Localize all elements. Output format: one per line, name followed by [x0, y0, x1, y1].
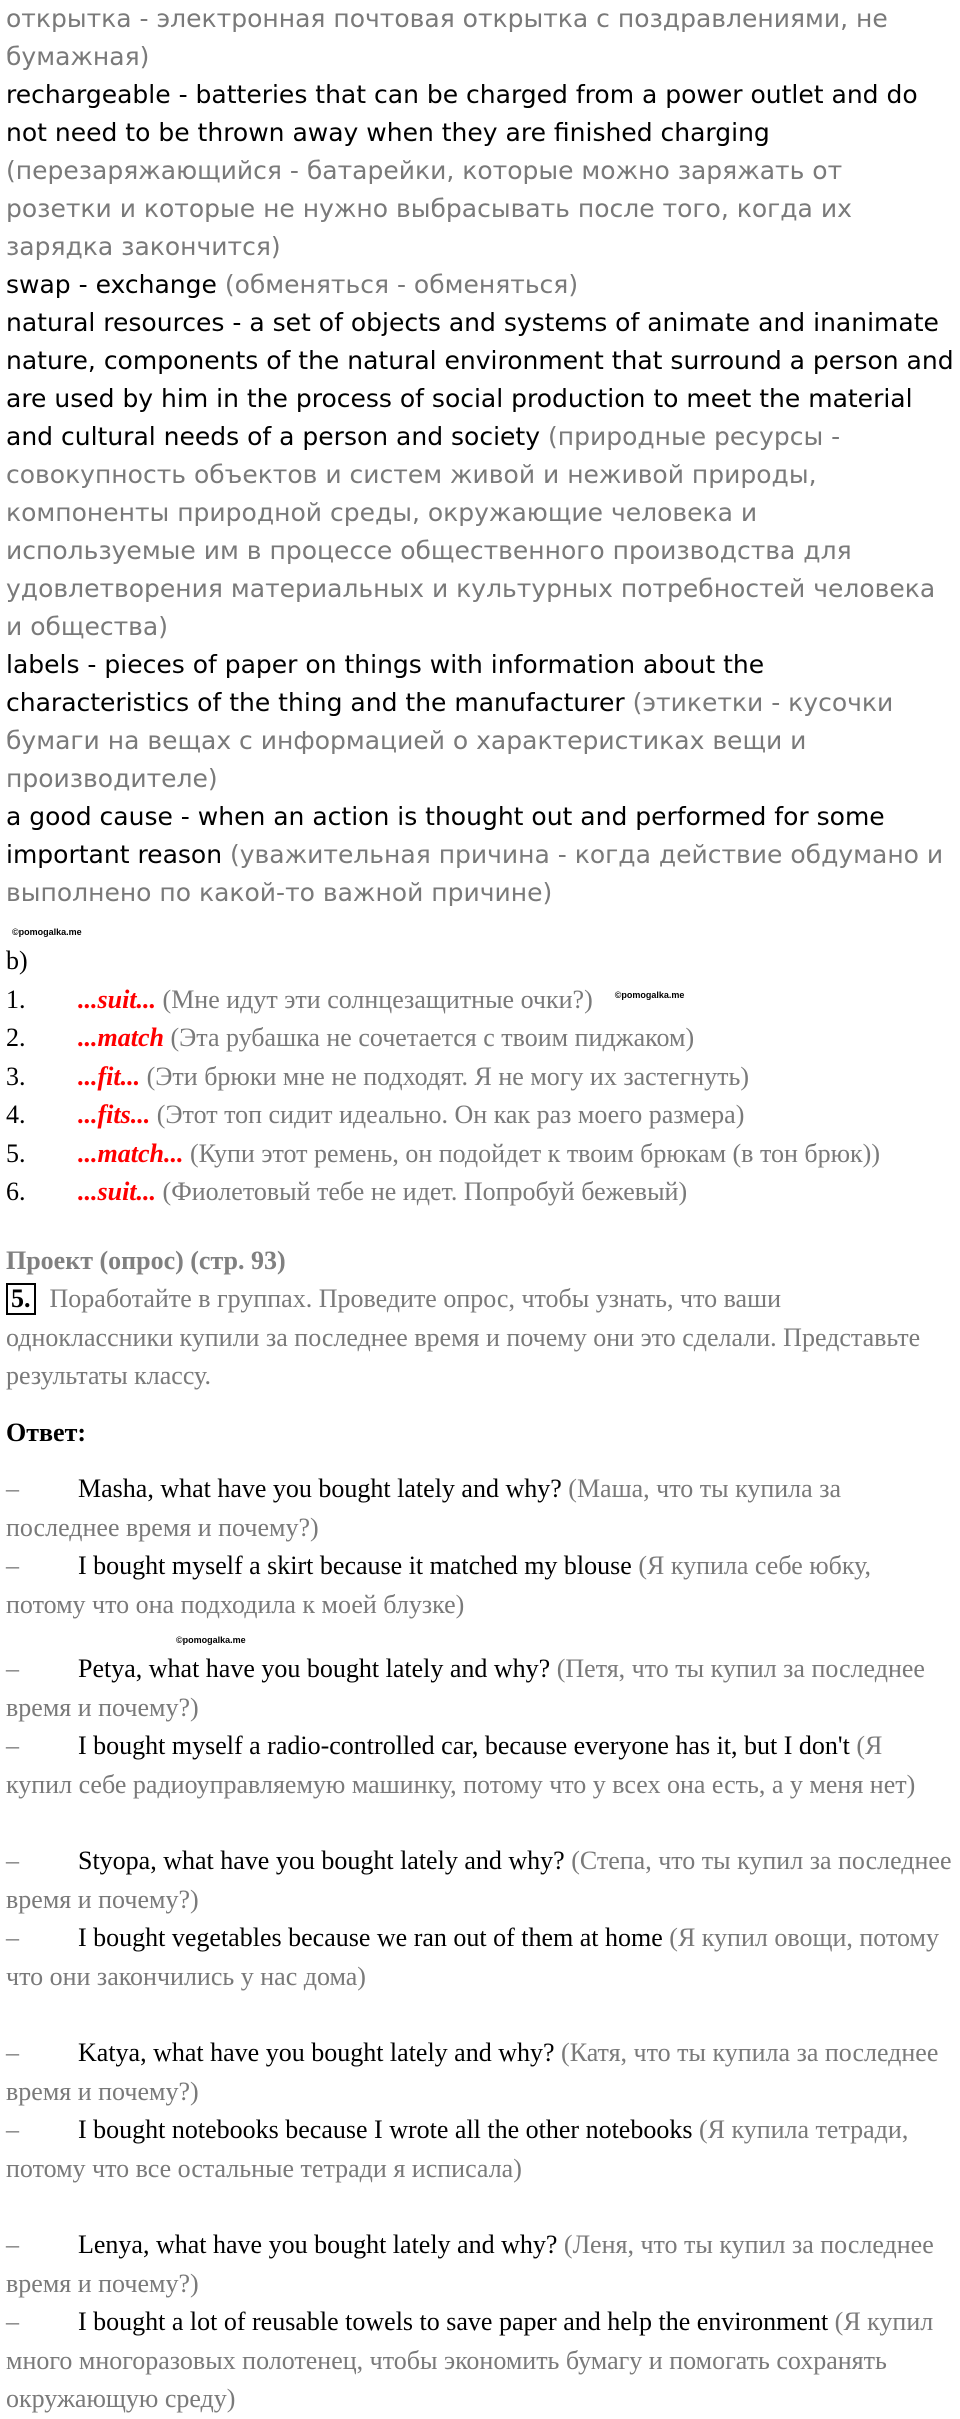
dialogue-block: [6, 2226, 954, 2419]
definition-term: rechargeable - batteries that can be charged from a power outlet and do not need to be thrown away when they are finished charging: [6, 80, 918, 147]
definition-item: [6, 266, 954, 304]
definition-translation: (этикетки - кусочки бумаги на вещах с информацией о характеристиках вещи и производителе): [6, 688, 894, 793]
vocabulary-definitions: [6, 0, 954, 912]
definition-term: labels - pieces of paper on things with information about the characteristics of the thing and the manufacturer: [6, 650, 765, 717]
definition-term: a good cause - when an action is thought out and performed for some important reason: [6, 802, 885, 869]
definition-item: [6, 76, 954, 266]
dash-marker: –: [6, 1846, 19, 1875]
dialogue-answer: I bought myself a skirt because it matched my blouse: [78, 1551, 632, 1580]
dialogue-answer: I bought myself a radio-controlled car, because everyone has it, but I don't: [78, 1731, 850, 1760]
project-section: [6, 1242, 954, 1453]
dialogue-question: Masha, what have you bought lately and why?: [78, 1474, 562, 1503]
dialogue-translation: (Я купил много многоразовых полотенец, чтобы экономить бумагу и помогать сохранять окружающую среду): [6, 2307, 934, 2413]
answer-word: ...suit...: [78, 984, 157, 1014]
dialogue-translation: (Я купила тетради, потому что все остальные тетради я исписала): [6, 2115, 909, 2183]
dialogue-question: Lenya, what have you bought lately and why?: [78, 2230, 558, 2259]
section-b: [6, 942, 954, 1212]
dialogue-line: [6, 1547, 954, 1624]
answer-word: ...suit...: [78, 1177, 157, 1206]
project-heading: Проект (опрос) (стр. 93): [6, 1245, 286, 1275]
dash-marker: –: [6, 1654, 19, 1683]
answer-word: ...fits...: [78, 1100, 151, 1129]
dialogue-block: [6, 1842, 954, 1996]
answer-translation: (Фиолетовый тебе не идет. Попробуй бежевый): [156, 1177, 688, 1206]
definition-term: swap - exchange: [6, 270, 217, 299]
dialogue-line: [6, 1650, 954, 1727]
definition-translation: (природные ресурсы - совокупность объектов и систем живой и неживой природы, компоненты природной среды, окружающие человека и используемые им в процессе общественного производства для удовлетворения материальных и культурных потребностей человека и общества): [6, 422, 936, 641]
task-text-paragraph: [6, 1280, 954, 1396]
dialogue-question: Katya, what have you bought lately and why?: [78, 2038, 555, 2067]
answer-label: Ответ:: [6, 1417, 87, 1447]
dialogue-question: Styopa, what have you bought lately and why?: [78, 1846, 565, 1875]
dialogue-line: [6, 2034, 954, 2111]
dialogue-translation: (Я купил себе радиоуправляемую машинку, потому что у всех она есть, а у меня нет): [6, 1731, 916, 1799]
answer-translation: (Эта рубашка не сочетается с твоим пиджаком): [163, 1023, 695, 1052]
answer-row: [6, 1096, 954, 1135]
task-text: Поработайте в группах. Проведите опрос, чтобы узнать, что ваши одноклассники купили за последнее время и почему они это сделали. Представьте результаты классу.: [6, 1284, 921, 1390]
answer-row: [6, 1019, 954, 1058]
dialogue-answer: I bought vegetables because we ran out of them at home: [78, 1923, 663, 1952]
dialogue-translation: (Маша, что ты купила за последнее время и почему?): [6, 1474, 842, 1542]
item-number: 6.: [6, 1177, 26, 1206]
dialogue-question: Petya, what have you bought lately and why?: [78, 1654, 551, 1683]
definition-item: [6, 304, 954, 646]
dialogue-translation: (Петя, что ты купил за последнее время и почему?): [6, 1654, 925, 1722]
dash-marker: –: [6, 2307, 19, 2336]
answer-word: ...match...: [78, 1138, 184, 1168]
watermark: ©pomogalka.me: [176, 1635, 246, 1645]
definition-translation: (перезаряжающийся - батарейки, которые можно заряжать от розетки и которые не нужно выбрасывать после того, когда их зарядка закончится): [6, 156, 852, 261]
answer-translation: (Эти брюки мне не подходят. Я не могу их застегнуть): [140, 1061, 750, 1091]
dialogues: [6, 1470, 954, 2419]
dialogue-line: [6, 1470, 954, 1547]
item-number: 1.: [6, 984, 26, 1014]
task-number-box: 5.: [6, 1283, 36, 1315]
dialogue-translation: (Катя, что ты купила за последнее время и почему?): [6, 2038, 939, 2106]
dialogue-line: [6, 2226, 954, 2303]
answer-translation: (Этот топ сидит идеально. Он как раз моего размера): [150, 1100, 745, 1129]
item-number: 3.: [6, 1061, 26, 1091]
definition-translation: (обменяться - обменяться): [216, 270, 579, 299]
watermark: ©pomogalka.me: [614, 989, 685, 1000]
dialogue-answer: I bought notebooks because I wrote all the other notebooks: [78, 2115, 693, 2144]
dialogue-block: [6, 1470, 954, 1624]
dash-marker: –: [6, 2038, 19, 2067]
dash-marker: –: [6, 1731, 19, 1760]
definition-text: открытка - электронная почтовая открытка с поздравлениями, не бумажная): [6, 4, 888, 71]
dialogue-line: [6, 1727, 954, 1804]
definition-item: [6, 0, 954, 76]
dialogue-translation: (Я купил овощи, потому что они закончились у нас дома): [6, 1923, 939, 1991]
answer-row: [6, 1135, 954, 1174]
dash-marker: –: [6, 2230, 19, 2259]
definition-translation: (уважительная причина - когда действие обдумано и выполнено по какой-то важной причине): [6, 840, 944, 907]
answer-word: ...match: [78, 1023, 164, 1052]
dialogue-translation: (Леня, что ты купил за последнее время и почему?): [6, 2230, 934, 2298]
answer-row: [6, 1173, 954, 1212]
dialogue-line: [6, 2111, 954, 2188]
definition-item: [6, 646, 954, 798]
section-b-label: b): [6, 946, 28, 975]
answer-translation: (Купи этот ремень, он подойдет к твоим брюкам (в тон брюк)): [183, 1138, 880, 1168]
dialogue-line: [6, 1842, 954, 1919]
dash-marker: –: [6, 1923, 19, 1952]
dialogue-translation: (Я купила себе юбку, потому что она подходила к моей блузке): [6, 1551, 872, 1619]
watermark: ©pomogalka.me: [12, 927, 82, 937]
answer-word: ...fit...: [78, 1061, 141, 1091]
item-number: 5.: [6, 1138, 26, 1168]
dialogue-line: [6, 1919, 954, 1996]
dialogue-block: [6, 1650, 954, 1804]
dialogue-answer: I bought a lot of reusable towels to save paper and help the environment: [78, 2307, 829, 2336]
item-number: 2.: [6, 1023, 26, 1052]
item-number: 4.: [6, 1100, 26, 1129]
answer-row: [6, 981, 954, 1020]
dash-marker: –: [6, 2115, 19, 2144]
definition-item: [6, 798, 954, 912]
dialogue-translation: (Степа, что ты купил за последнее время и почему?): [6, 1846, 952, 1914]
dialogue-block: [6, 2034, 954, 2188]
dialogue-line: [6, 2303, 954, 2419]
definition-term: natural resources - a set of objects and systems of animate and inanimate nature, components of the natural environment that surround a person and are used by him in the process of social production to meet the material and cultural needs of a person and society: [6, 308, 954, 451]
dash-marker: –: [6, 1474, 19, 1503]
dash-marker: –: [6, 1551, 19, 1580]
answer-translation: (Мне идут эти солнцезащитные очки?): [156, 984, 593, 1014]
answer-row: [6, 1058, 954, 1097]
